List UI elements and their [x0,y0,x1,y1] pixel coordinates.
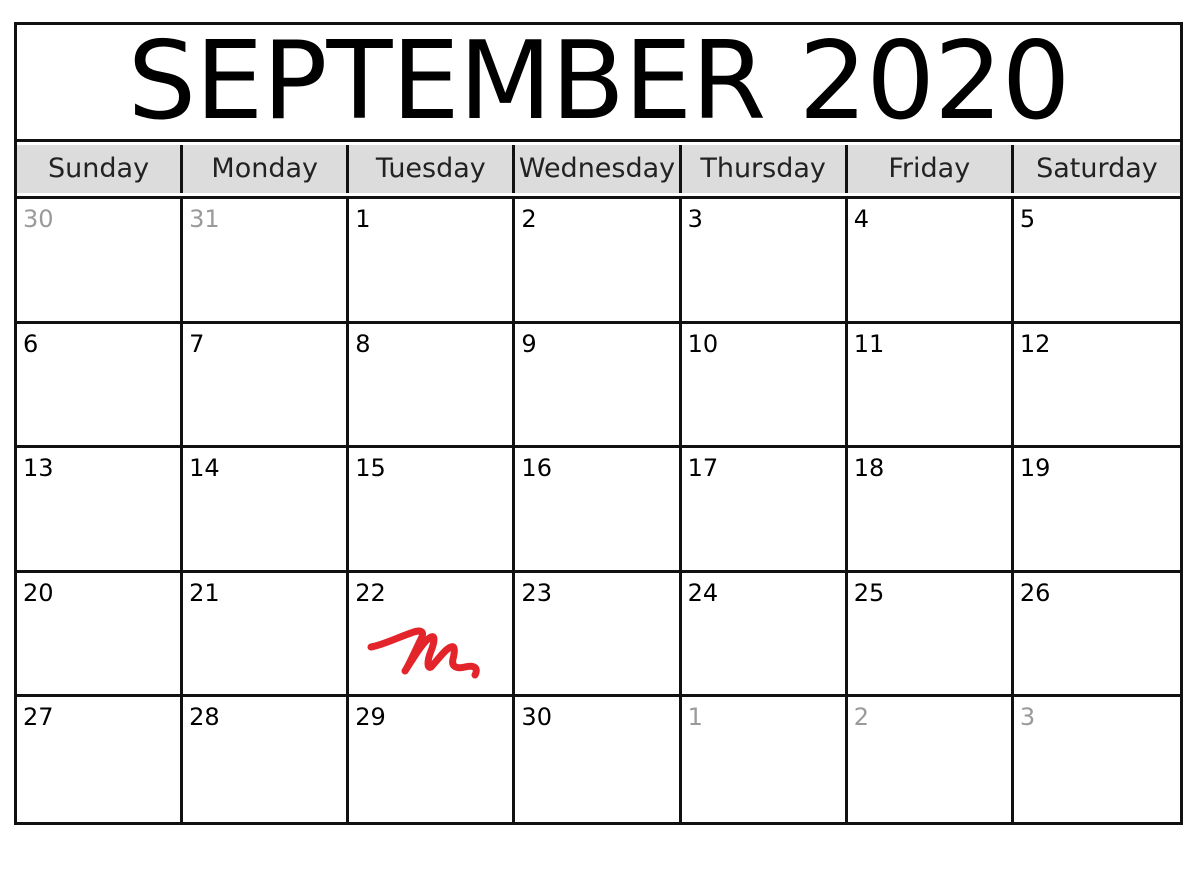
day-cell[interactable] [1014,573,1180,698]
day-number: 3 [687,205,703,233]
day-cell[interactable] [682,448,848,573]
day-number: 5 [1019,205,1036,233]
day-cell-marked[interactable] [349,573,515,698]
weekday-sunday: Sunday [17,145,183,193]
day-number: 8 [355,329,371,358]
day-number: 20 [23,578,54,607]
day-cell[interactable] [515,324,681,449]
day-number: 2 [521,205,537,233]
day-cell[interactable] [183,324,349,449]
day-number: 15 [355,454,386,483]
scribble-stroke [371,631,476,675]
day-number: 16 [521,454,552,483]
day-number: 11 [853,329,885,358]
day-cell[interactable] [1014,697,1180,822]
day-cell[interactable] [848,324,1014,449]
day-number: 19 [1019,454,1051,483]
weekday-saturday: Saturday [1014,145,1180,193]
day-number: 9 [521,329,537,358]
day-number: 7 [189,329,205,358]
day-number: 26 [1019,578,1051,607]
day-cell[interactable] [349,697,515,822]
weekday-wednesday: Wednesday [515,145,681,193]
day-grid [17,199,1180,822]
day-cell[interactable] [848,199,1014,324]
day-cell[interactable] [515,448,681,573]
weekday-header-row [17,142,1180,199]
day-cell[interactable] [1014,199,1180,324]
day-cell[interactable] [848,448,1014,573]
day-number: 27 [23,703,54,732]
day-number: 24 [687,578,719,607]
day-number: 28 [189,703,220,732]
day-cell[interactable] [682,324,848,449]
calendar-title: SEPTEMBER 2020 [17,25,1180,142]
day-cell[interactable] [17,199,183,324]
day-number: 13 [23,454,54,483]
day-cell[interactable] [682,199,848,324]
day-cell[interactable] [1014,324,1180,449]
day-cell[interactable] [1014,448,1180,573]
day-cell[interactable] [349,199,515,324]
day-number: 22 [355,578,386,607]
day-number: 23 [521,578,552,607]
calendar [14,22,1183,825]
day-number: 17 [687,454,719,483]
day-cell[interactable] [515,573,681,698]
day-number: 29 [355,703,386,732]
day-number: 31 [189,205,220,233]
day-number: 1 [355,205,371,233]
day-number: 10 [687,329,719,358]
day-number: 6 [23,329,39,358]
day-number: 2 [853,703,869,732]
day-cell[interactable] [183,573,349,698]
day-number: 4 [853,205,869,233]
day-cell[interactable] [183,697,349,822]
day-number: 30 [521,703,552,732]
day-cell[interactable] [515,199,681,324]
day-number: 3 [1019,703,1036,732]
day-cell[interactable] [349,324,515,449]
day-cell[interactable] [17,573,183,698]
day-cell[interactable] [349,448,515,573]
day-number: 14 [189,454,220,483]
day-cell[interactable] [183,199,349,324]
day-cell[interactable] [17,697,183,822]
weekday-friday: Friday [848,145,1014,193]
weekday-tuesday: Tuesday [349,145,515,193]
day-cell[interactable] [848,697,1014,822]
day-cell[interactable] [17,324,183,449]
weekday-monday: Monday [183,145,349,193]
day-number: 30 [23,205,54,233]
weekday-thursday: Thursday [682,145,848,193]
day-cell[interactable] [17,448,183,573]
day-number: 21 [189,578,220,607]
day-cell[interactable] [848,573,1014,698]
day-cell[interactable] [682,573,848,698]
day-number: 1 [687,703,703,732]
day-number: 25 [853,578,885,607]
day-cell[interactable] [183,448,349,573]
day-cell[interactable] [515,697,681,822]
day-number: 18 [853,454,885,483]
red-scribble-mark-icon [365,611,489,679]
day-number: 12 [1019,329,1051,358]
day-cell[interactable] [682,697,848,822]
